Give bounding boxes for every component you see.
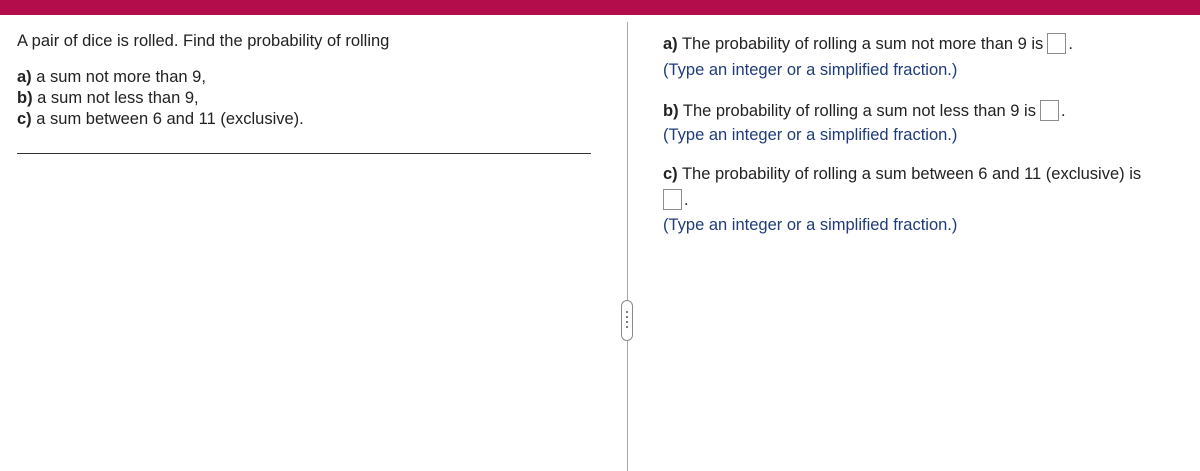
part-letter: c) — [17, 110, 32, 128]
question-prompt: A pair of dice is rolled. Find the probability of rolling — [17, 32, 390, 50]
answer-text: The probability of rolling a sum not less than 9 is — [678, 102, 1036, 120]
answer-period: . — [684, 191, 689, 209]
answer-text: The probability of rolling a sum not more than 9 is — [677, 35, 1044, 53]
answer-c-hint: (Type an integer or a simplified fraction.) — [663, 216, 958, 234]
part-text: a sum not more than 9, — [31, 68, 206, 86]
top-accent-bar — [0, 0, 1200, 15]
answer-panel — [628, 15, 1200, 471]
answer-b-input[interactable] — [1040, 100, 1059, 121]
answer-b-statement — [663, 100, 1066, 122]
part-text: a sum between 6 and 11 (exclusive). — [31, 110, 304, 128]
answer-b-hint: (Type an integer or a simplified fraction.) — [663, 126, 958, 144]
answer-text: The probability of rolling a sum between 6 and 11 (exclusive) is — [677, 165, 1142, 183]
answer-a-statement — [663, 33, 1073, 55]
part-text: a sum not less than 9, — [32, 89, 199, 107]
answer-a-input[interactable] — [1047, 33, 1066, 54]
question-panel — [0, 15, 627, 471]
answer-letter: a) — [663, 35, 678, 53]
question-divider — [17, 153, 591, 154]
answer-c-input[interactable] — [663, 189, 682, 210]
answer-c-statement — [663, 163, 1141, 185]
question-part-c — [17, 109, 304, 130]
question-parts-list — [17, 67, 304, 130]
answer-c-input-row — [663, 189, 689, 211]
part-letter: b) — [17, 89, 33, 107]
question-part-b — [17, 88, 304, 109]
question-part-a — [17, 67, 304, 88]
part-letter: a) — [17, 68, 32, 86]
answer-period: . — [1068, 35, 1073, 53]
answer-letter: b) — [663, 102, 679, 120]
answer-letter: c) — [663, 165, 678, 183]
answer-a-hint: (Type an integer or a simplified fraction.) — [663, 61, 958, 79]
answer-period: . — [1060, 102, 1066, 120]
